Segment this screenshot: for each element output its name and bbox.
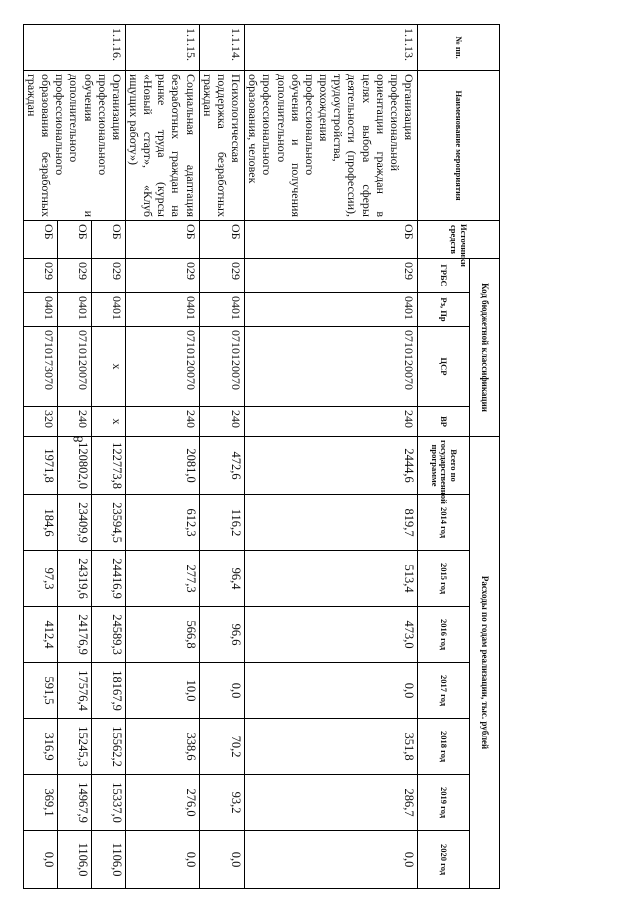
header-year: 2020 год xyxy=(418,831,470,889)
header-grbs: ГРБС xyxy=(418,259,470,293)
row-value: 412,4 xyxy=(23,607,57,663)
row-value: 369,1 xyxy=(23,775,57,831)
row-name: Организация профессионального обучения и дополнительного профессионального образования безработных граждан xyxy=(23,71,125,221)
row-number: 1.1.14. xyxy=(199,25,244,71)
header-year: 2015 год xyxy=(418,551,470,607)
row-total: 472,6 xyxy=(199,437,244,495)
row-value: 316,9 xyxy=(23,719,57,775)
row-rzpr: 0401 xyxy=(91,293,125,327)
row-source: ОБ xyxy=(245,221,418,259)
row-value: 1106,0 xyxy=(91,831,125,889)
header-total: Всего по государственной программе xyxy=(418,437,470,495)
row-value: 338,6 xyxy=(125,719,199,775)
row-value: 286,7 xyxy=(245,775,418,831)
row-value: 566,8 xyxy=(125,607,199,663)
row-name: Психологическая поддержка безработных граждан xyxy=(199,71,244,221)
row-value: 0,0 xyxy=(245,831,418,889)
document-table-rotated xyxy=(24,24,500,884)
row-value: 17576,4 xyxy=(57,663,91,719)
row-vr: 240 xyxy=(125,407,199,437)
row-value: 351,8 xyxy=(245,719,418,775)
row-total: 122773,8 xyxy=(91,437,125,495)
row-value: 591,5 xyxy=(23,663,57,719)
row-value: 70,2 xyxy=(199,719,244,775)
row-grbs: 029 xyxy=(199,259,244,293)
row-value: 97,3 xyxy=(23,551,57,607)
row-csr: x xyxy=(91,327,125,407)
row-value: 93,2 xyxy=(199,775,244,831)
header-year: 2019 год xyxy=(418,775,470,831)
row-total: 120802,0 xyxy=(57,437,91,495)
row-source: ОБ xyxy=(23,221,57,259)
budget-table xyxy=(23,24,500,889)
row-value: 819,7 xyxy=(245,495,418,551)
row-source: ОБ xyxy=(57,221,91,259)
row-grbs: 029 xyxy=(125,259,199,293)
header-vr: ВР xyxy=(418,407,470,437)
row-value: 96,4 xyxy=(199,551,244,607)
row-name: Социальная адаптация безработных граждан на рынке труда (курсы «Новый старт», «Клуб ищущих работу») xyxy=(125,71,199,221)
row-vr: 320 xyxy=(23,407,57,437)
row-grbs: 029 xyxy=(57,259,91,293)
row-value: 15245,3 xyxy=(57,719,91,775)
row-csr: 0710120070 xyxy=(125,327,199,407)
row-number: 1.1.13. xyxy=(245,25,418,71)
table-row xyxy=(199,25,244,889)
header-source: Источники средств xyxy=(418,221,500,259)
row-value: 276,0 xyxy=(125,775,199,831)
row-value: 10,0 xyxy=(125,663,199,719)
row-vr: 240 xyxy=(245,407,418,437)
page-number: 8 xyxy=(71,435,87,443)
row-number: 1.1.15. xyxy=(125,25,199,71)
row-total: 2081,0 xyxy=(125,437,199,495)
row-grbs: 029 xyxy=(245,259,418,293)
table-row xyxy=(125,25,199,889)
row-source: ОБ xyxy=(91,221,125,259)
row-value: 0,0 xyxy=(23,831,57,889)
row-value: 24319,6 xyxy=(57,551,91,607)
header-budget-classification: Код бюджетной классификации xyxy=(470,259,500,437)
row-value: 96,6 xyxy=(199,607,244,663)
row-csr: 0710120070 xyxy=(245,327,418,407)
row-source: ОБ xyxy=(199,221,244,259)
row-value: 24589,3 xyxy=(91,607,125,663)
row-value: 473,0 xyxy=(245,607,418,663)
row-value: 184,6 xyxy=(23,495,57,551)
row-vr: 240 xyxy=(199,407,244,437)
row-value: 0,0 xyxy=(199,663,244,719)
header-year: 2017 год xyxy=(418,663,470,719)
row-value: 513,4 xyxy=(245,551,418,607)
row-value: 15562,2 xyxy=(91,719,125,775)
row-vr: x xyxy=(91,407,125,437)
header-expenses: Расходы по годам реализации, тыс. рублей xyxy=(470,437,500,889)
row-value: 14967,9 xyxy=(57,775,91,831)
header-year: 2014 год xyxy=(418,495,470,551)
row-rzpr: 0401 xyxy=(199,293,244,327)
row-value: 23594,5 xyxy=(91,495,125,551)
row-value: 0,0 xyxy=(245,663,418,719)
header-num: № пп. xyxy=(418,25,500,71)
row-value: 24416,9 xyxy=(91,551,125,607)
row-value: 0,0 xyxy=(125,831,199,889)
row-csr: 0710120070 xyxy=(57,327,91,407)
row-rzpr: 0401 xyxy=(125,293,199,327)
row-value: 0,0 xyxy=(199,831,244,889)
row-rzpr: 0401 xyxy=(245,293,418,327)
header-name: Наименование мероприятия xyxy=(418,71,500,221)
row-value: 18167,9 xyxy=(91,663,125,719)
row-csr: 0710120070 xyxy=(199,327,244,407)
row-vr: 240 xyxy=(57,407,91,437)
row-name: Организация профессиональной ориентации граждан в целях выбора сферы деятельности (профессии), трудоустройства, прохождения профессионального обучения и получения дополнительного профессионального образования, человек xyxy=(245,71,418,221)
row-csr: 0710173070 xyxy=(23,327,57,407)
table-row xyxy=(245,25,418,889)
row-value: 23409,9 xyxy=(57,495,91,551)
row-grbs: 029 xyxy=(91,259,125,293)
header-year: 2018 год xyxy=(418,719,470,775)
row-total: 1971,8 xyxy=(23,437,57,495)
row-rzpr: 0401 xyxy=(23,293,57,327)
header-csr: ЦСР xyxy=(418,327,470,407)
header-year: 2016 год xyxy=(418,607,470,663)
row-value: 612,3 xyxy=(125,495,199,551)
row-value: 24176,9 xyxy=(57,607,91,663)
row-grbs: 029 xyxy=(23,259,57,293)
row-total: 2444,6 xyxy=(245,437,418,495)
row-rzpr: 0401 xyxy=(57,293,91,327)
row-source: ОБ xyxy=(125,221,199,259)
row-value: 277,3 xyxy=(125,551,199,607)
row-number: 1.1.16. xyxy=(23,25,125,71)
header-rzpr: Рз, Пр xyxy=(418,293,470,327)
row-value: 15337,0 xyxy=(91,775,125,831)
table-row xyxy=(91,25,125,889)
row-value: 116,2 xyxy=(199,495,244,551)
row-value: 1106,0 xyxy=(57,831,91,889)
